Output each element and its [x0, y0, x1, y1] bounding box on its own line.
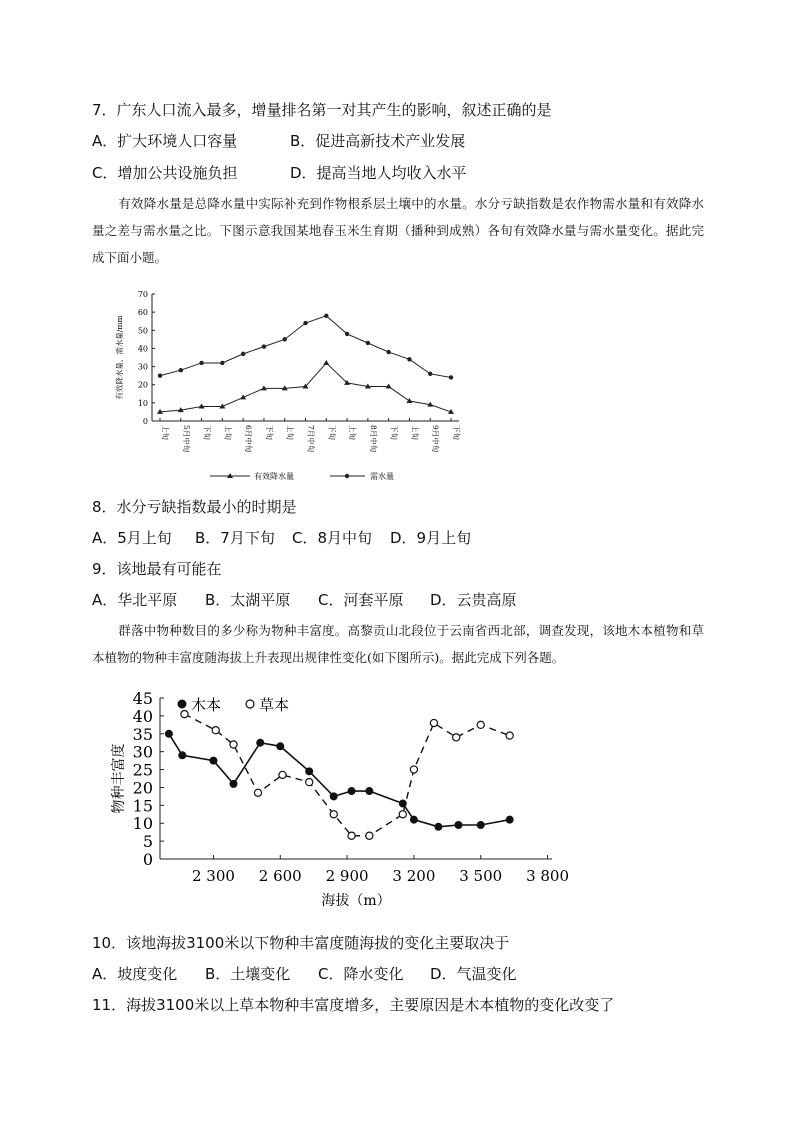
- data-point-woody: [410, 816, 418, 824]
- y-tick-label: 45: [132, 689, 153, 708]
- data-point-woody: [256, 739, 264, 747]
- data-point-circle: [220, 361, 224, 365]
- q7-option-b: B．促进高新技术产业发展: [290, 132, 466, 150]
- q8-option-b: B．7月下旬: [195, 529, 275, 547]
- data-point-circle: [428, 372, 432, 376]
- x-tick-label: 5月中旬: [181, 425, 191, 453]
- x-tick-label: 上旬: [348, 425, 358, 440]
- x-tick-label: 上旬: [285, 425, 295, 440]
- question-7-stem: 7．广东人口流入最多，增量排名第一对其产生的影响，叙述正确的是: [92, 101, 552, 119]
- data-point-circle: [303, 321, 307, 325]
- q10-option-a: A．坡度变化: [92, 965, 178, 983]
- x-tick-label: 上旬: [161, 425, 170, 440]
- series-line-woody: [169, 734, 510, 827]
- data-point-herbaceous: [306, 778, 313, 785]
- q7-option-d: D．提高当地人均收入水平: [290, 164, 467, 182]
- passage-1-text: 有效降水量是总降水量中实际补充到作物根系层土壤中的水量。水分亏缺指数是农作物需水量和有效降水量之差与需水量之比。下图示意我国某地春玉米生育期（播种到成熟）各旬有效降水量与需水量变化。据此完成下面小题。: [92, 196, 704, 265]
- passage-2-text: 群落中物种数目的多少称为物种丰富度。高黎贡山北段位于云南省西北部，调查发现，该地木本植物和草本植物的物种丰富度随海拔上升表现出规律性变化(如下图所示)。据此完成下列各题。: [92, 623, 704, 665]
- data-point-triangle: [406, 398, 412, 403]
- y-tick-label: 15: [132, 796, 153, 816]
- data-point-circle: [283, 337, 287, 341]
- passage-2: [92, 617, 704, 671]
- y-tick-label: 10: [137, 398, 148, 408]
- x-tick-label: 上旬: [223, 425, 233, 440]
- data-point-herbaceous: [279, 771, 286, 778]
- y-tick-label: 20: [137, 380, 148, 390]
- data-point-herbaceous: [348, 832, 355, 839]
- data-point-woody: [276, 742, 284, 750]
- x-tick-label: 9月中旬: [431, 425, 441, 453]
- data-point-woody: [434, 823, 442, 831]
- legend-marker-herbaceous: [246, 700, 254, 708]
- data-point-woody: [477, 821, 485, 829]
- y-axis-label: 物种丰富度: [111, 743, 127, 814]
- y-axis-label: 有效降水量、需水量/mm: [115, 315, 124, 400]
- chart-species-richness: [100, 688, 570, 918]
- question-9-stem: 9．该地最有可能在: [92, 560, 222, 578]
- data-point-woody: [178, 751, 186, 759]
- x-tick-label: 下旬: [327, 425, 337, 440]
- y-tick-label: 0: [142, 850, 153, 869]
- data-point-herbaceous: [477, 721, 484, 728]
- data-point-woody: [330, 792, 338, 800]
- data-point-herbaceous: [399, 811, 406, 818]
- x-tick-label: 下旬: [202, 425, 212, 440]
- x-tick-label: 上旬: [410, 425, 420, 440]
- q10-option-b: B．土壤变化: [205, 965, 291, 983]
- y-tick-label: 70: [137, 290, 148, 299]
- data-point-woody: [506, 816, 514, 824]
- y-tick-label: 20: [132, 778, 153, 798]
- question-8-stem: 8．水分亏缺指数最小的时期是: [92, 498, 297, 516]
- x-tick-label: 3 200: [392, 867, 436, 885]
- data-point-circle: [241, 352, 245, 356]
- x-tick-label: 2 300: [191, 867, 235, 885]
- passage-1: [92, 190, 704, 271]
- data-point-woody: [230, 780, 238, 788]
- x-tick-label: 2 900: [325, 867, 369, 885]
- legend-label-2: 需水量: [370, 472, 394, 481]
- data-point-herbaceous: [230, 741, 237, 748]
- question-10-stem: 10．该地海拔3100米以下物种丰富度随海拔的变化主要取决于: [92, 934, 510, 952]
- q8-option-a: A．5月上旬: [92, 529, 172, 547]
- data-point-herbaceous: [453, 734, 460, 741]
- y-tick-label: 40: [137, 344, 148, 354]
- data-point-woody: [454, 821, 462, 829]
- data-point-herbaceous: [212, 727, 219, 734]
- data-point-circle: [386, 350, 390, 354]
- data-point-woody: [348, 787, 356, 795]
- legend-marker-woody: [178, 700, 187, 709]
- legend-label-herbaceous: 草本: [259, 696, 290, 714]
- q8-option-d: D．9月上旬: [390, 529, 472, 547]
- y-tick-label: 30: [137, 362, 148, 372]
- data-point-woody: [165, 730, 173, 738]
- y-tick-label: 40: [132, 706, 153, 726]
- data-point-triangle: [386, 384, 392, 389]
- y-tick-label: 35: [132, 724, 153, 744]
- x-tick-label: 3 800: [526, 867, 570, 885]
- x-axis-label: 海拔（m）: [321, 893, 391, 909]
- q10-option-d: D．气温变化: [430, 965, 517, 983]
- q9-option-c: C．河套平原: [318, 591, 404, 609]
- q10-option-c: C．降水变化: [318, 965, 404, 983]
- data-point-circle: [345, 332, 349, 336]
- q7-option-a: A．扩大环境人口容量: [92, 132, 238, 150]
- data-point-woody: [305, 767, 313, 775]
- x-tick-label: 7月中旬: [306, 425, 316, 453]
- legend-label-1: 有效降水量: [254, 472, 294, 481]
- y-tick-label: 0: [142, 417, 148, 426]
- data-point-circle: [262, 344, 266, 348]
- y-tick-label: 60: [137, 308, 148, 318]
- q7-option-c: C．增加公共设施负担: [92, 164, 238, 182]
- x-tick-label: 下旬: [452, 425, 461, 440]
- data-point-circle: [324, 314, 328, 318]
- series-line-herbaceous: [185, 714, 510, 836]
- data-point-herbaceous: [181, 711, 188, 718]
- x-tick-label: 下旬: [389, 425, 399, 440]
- data-point-circle: [158, 373, 162, 377]
- data-point-herbaceous: [254, 789, 261, 796]
- data-point-woody: [209, 757, 217, 765]
- q8-option-c: C．8月中旬: [292, 529, 373, 547]
- data-point-circle: [407, 357, 411, 361]
- data-point-circle: [179, 368, 183, 372]
- data-point-triangle: [323, 360, 329, 365]
- data-point-herbaceous: [506, 732, 513, 739]
- y-tick-label: 5: [142, 832, 153, 852]
- chart-precipitation-water-demand: [100, 284, 500, 488]
- data-point-circle: [449, 375, 453, 379]
- x-tick-label: 下旬: [264, 425, 274, 440]
- data-point-circle: [199, 361, 203, 365]
- q9-option-a: A．华北平原: [92, 591, 178, 609]
- x-tick-label: 8月中旬: [368, 425, 378, 453]
- data-point-herbaceous: [430, 719, 437, 726]
- y-tick-label: 30: [132, 742, 153, 762]
- question-11-stem: 11．海拔3100米以上草本物种丰富度增多，主要原因是木本植物的变化改变了: [92, 996, 615, 1014]
- q9-option-d: D．云贵高原: [430, 591, 517, 609]
- legend-marker-2: [345, 474, 349, 478]
- y-tick-label: 10: [132, 814, 153, 834]
- data-point-herbaceous: [410, 766, 417, 773]
- x-tick-label: 3 500: [459, 867, 503, 885]
- data-point-circle: [366, 341, 370, 345]
- legend-label-woody: 木本: [191, 696, 222, 714]
- q9-option-b: B．太湖平原: [205, 591, 291, 609]
- data-point-woody: [365, 787, 373, 795]
- y-tick-label: 50: [137, 326, 148, 336]
- x-tick-label: 2 600: [258, 867, 302, 885]
- y-tick-label: 25: [132, 760, 153, 780]
- data-point-herbaceous: [366, 832, 373, 839]
- data-point-herbaceous: [330, 811, 337, 818]
- x-tick-label: 6月中旬: [244, 425, 254, 453]
- data-point-woody: [399, 800, 407, 808]
